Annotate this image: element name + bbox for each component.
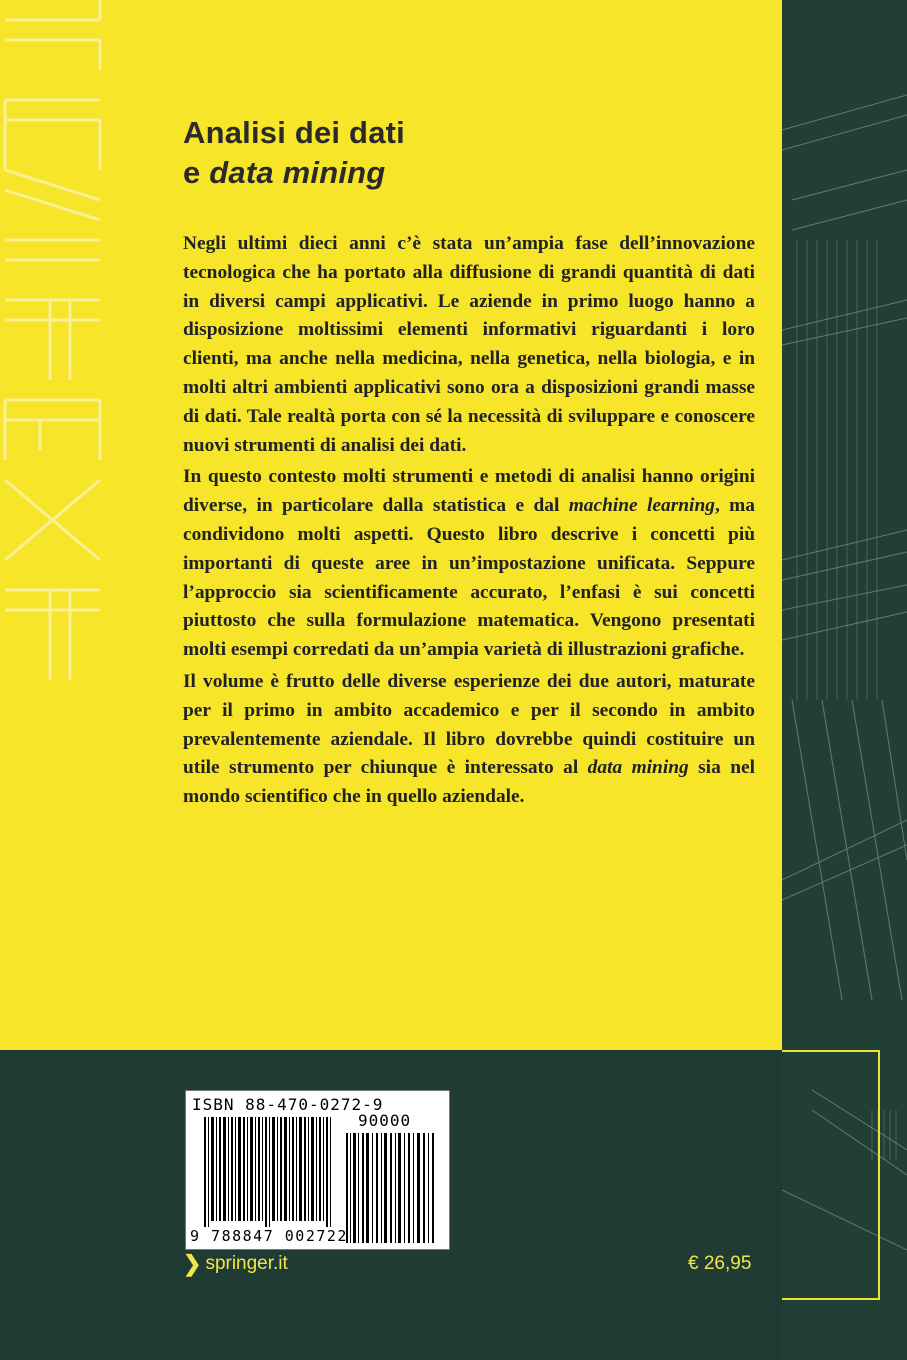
publisher-url: springer.it	[205, 1253, 288, 1274]
blurb-paragraph-2	[183, 463, 755, 665]
title-line-1: Analisi dei dati	[183, 115, 405, 150]
paragraph-2-part-2: , ma condividono molti aspetti. Questo libro descrive i concetti più importanti di queste aree in un’impostazione unificata. Seppure l’approccio sia scientificamente accurato, l’enfasi è sui concetti piuttosto che sulla formulazione matematica. Vengono presentati molti esempi corredati da un’ampia varietà di illustrazioni grafiche.	[183, 495, 756, 661]
ean-number: 9 788847 002722	[190, 1227, 348, 1245]
blurb-paragraph-3	[183, 668, 755, 812]
publisher-link[interactable]	[183, 1253, 288, 1275]
barcode-addon: 90000	[358, 1111, 412, 1130]
book-title	[183, 113, 405, 193]
decorative-frame	[782, 1050, 880, 1300]
bottom-band	[0, 1050, 907, 1360]
paragraph-3-part-2: sia nel mondo scientifico che in quello aziendale.	[183, 757, 755, 808]
paragraph-3-italic: data mining	[587, 757, 689, 779]
paragraph-2-italic: machine learning	[568, 495, 715, 517]
title-line-2-italic: data mining	[209, 155, 386, 190]
paragraph-2-part-1: In questo contesto molti strumenti e metodi di analisi hanno origini diverse, in particolare dalla statistica e dal	[183, 466, 755, 517]
title-line-2-prefix: e	[183, 155, 210, 190]
blurb-text	[183, 230, 755, 815]
blurb-paragraph-1: Negli ultimi dieci anni c’è stata un’ampia fase dell’innovazione tecnologica che ha portato alla diffusione di grandi quantità di dati in diversi campi applicativi. Le aziende in primo luogo hanno a disposizione moltissimi elementi informativi riguardanti i loro clienti, ma anche nella medicina, nella genetica, nella biologia, e in molti altri ambienti applicativi sono ora a disposizioni grandi masse di dati. Tale realtà porta con sé la necessità di sviluppare e conoscere nuovi strumenti di analisi dei dati.	[183, 233, 755, 456]
series-logo-unitext	[0, 0, 150, 700]
isbn-number: ISBN 88-470-0272-9	[192, 1095, 384, 1114]
chevron-right-icon: ❯	[183, 1251, 202, 1276]
isbn-barcode	[185, 1090, 450, 1250]
paragraph-3-part-1: Il volume è frutto delle diverse esperienze dei due autori, maturate per il primo in ambito accademico e per il secondo in ambito prevalentemente aziendale. Il libro dovrebbe quindi costituire un utile strumento per chiunque è interessato al	[183, 670, 755, 779]
price-label: € 26,95	[688, 1253, 752, 1274]
